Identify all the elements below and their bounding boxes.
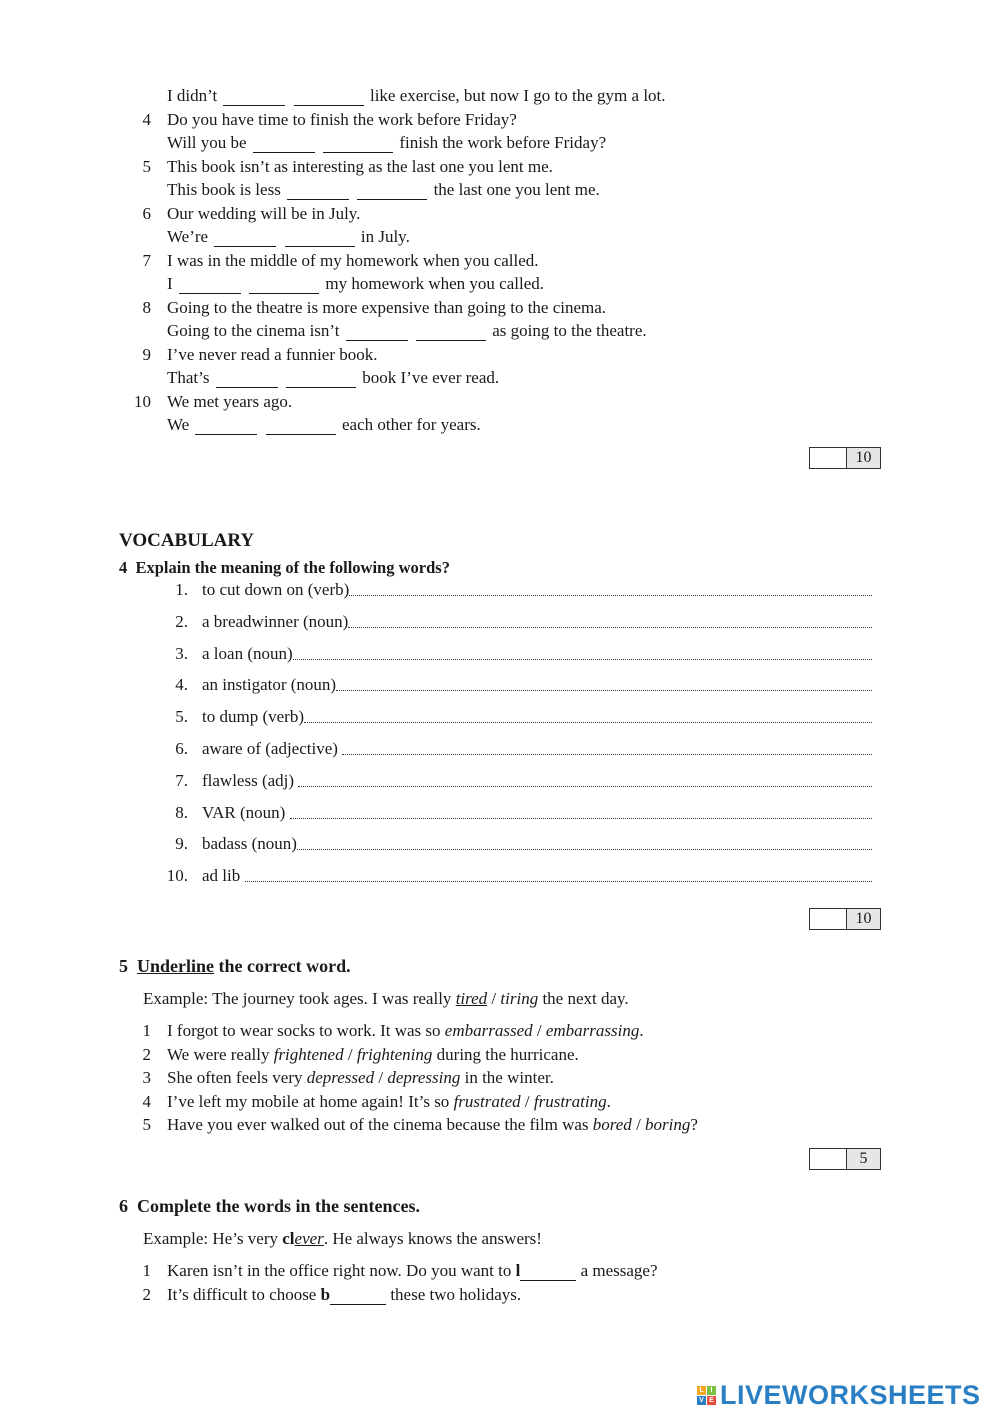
rewrite-sentence bbox=[167, 321, 647, 341]
example-option: tiring bbox=[500, 989, 539, 1008]
item-number: 5. bbox=[175, 707, 188, 727]
rewrite-sentence bbox=[167, 227, 410, 247]
option-separator: / bbox=[343, 1044, 357, 1064]
vocab-item bbox=[202, 803, 872, 823]
sentence-end: my homework when you called. bbox=[325, 274, 545, 293]
vocab-item bbox=[202, 866, 872, 886]
answer-blank[interactable] bbox=[214, 231, 276, 247]
option-separator: / bbox=[374, 1068, 388, 1088]
item-number: 3. bbox=[175, 643, 188, 663]
word-completion-input[interactable] bbox=[520, 1265, 576, 1281]
word-option[interactable]: embarrassing bbox=[545, 1021, 640, 1040]
example-text: Example: He’s very bbox=[143, 1229, 283, 1248]
item-number: 3 bbox=[142, 1068, 151, 1088]
definition-input[interactable] bbox=[348, 612, 872, 628]
definition-input[interactable] bbox=[304, 707, 872, 723]
definition-input[interactable] bbox=[298, 771, 872, 787]
rewrite-sentence bbox=[167, 180, 600, 200]
original-sentence: We met years ago. bbox=[167, 391, 293, 411]
logo-letter-tile: L bbox=[697, 1386, 706, 1395]
answer-blank[interactable] bbox=[249, 278, 319, 294]
exercise-instruction: the correct word. bbox=[214, 956, 351, 976]
original-sentence: Going to the theatre is more expensive than going to the cinema. bbox=[167, 297, 607, 317]
item-number: 7 bbox=[142, 250, 151, 270]
word-option[interactable]: embarrassed bbox=[444, 1021, 533, 1040]
definition-input[interactable] bbox=[290, 803, 872, 819]
item-number: 6. bbox=[175, 739, 188, 758]
word-option[interactable]: frustrated bbox=[453, 1091, 521, 1111]
item-number: 2. bbox=[175, 611, 188, 631]
vocab-item bbox=[202, 675, 872, 695]
vocab-term: a loan (noun) bbox=[202, 643, 293, 663]
sentence-end: the last one you lent me. bbox=[433, 180, 600, 199]
vocab-term: VAR (noun) bbox=[202, 802, 290, 822]
vocab-term: aware of (adjective) bbox=[202, 739, 343, 758]
item-number: 2 bbox=[142, 1044, 151, 1064]
word-option[interactable]: frightened bbox=[273, 1044, 344, 1064]
sentence-text: these two holidays. bbox=[386, 1284, 522, 1304]
sentence-start: I didn’t bbox=[167, 86, 218, 105]
score-box-exercise-3 bbox=[809, 447, 881, 469]
sentence-end: each other for years. bbox=[341, 415, 481, 434]
original-sentence: This book isn’t as interesting as the last one you lent me. bbox=[167, 156, 553, 176]
section-title-vocabulary: VOCABULARY bbox=[119, 530, 255, 551]
sentence-text: in the winter. bbox=[460, 1068, 554, 1088]
item-number: 2 bbox=[142, 1284, 151, 1304]
score-total: 5 bbox=[847, 1149, 880, 1169]
sentence-start: We bbox=[167, 415, 190, 434]
vocab-term: an instigator (noun) bbox=[202, 675, 337, 695]
vocab-item bbox=[202, 644, 872, 664]
exercise-4-heading bbox=[119, 558, 450, 578]
word-completion-input[interactable] bbox=[330, 1289, 386, 1305]
completion-sentence bbox=[167, 1261, 658, 1281]
example-sentence bbox=[143, 1229, 542, 1249]
item-number: 8. bbox=[175, 802, 188, 822]
word-option[interactable]: boring bbox=[645, 1115, 691, 1135]
vocab-item bbox=[202, 739, 872, 759]
score-total: 10 bbox=[847, 909, 880, 929]
original-sentence: Do you have time to finish the work before Friday? bbox=[167, 109, 517, 129]
example-sentence bbox=[143, 989, 629, 1009]
exercise-number: 4 bbox=[119, 558, 128, 577]
example-text: Example: The journey took ages. I was really bbox=[143, 989, 456, 1008]
sentence-text: a message? bbox=[576, 1261, 658, 1280]
logo-letter-tile: I bbox=[707, 1386, 716, 1395]
logo-text: LIVEWORKSHEETS bbox=[720, 1380, 981, 1410]
score-box-exercise-5 bbox=[809, 1148, 881, 1170]
item-number: 4. bbox=[175, 675, 188, 695]
sentence-end: finish the work before Friday? bbox=[399, 133, 607, 152]
option-separator: / bbox=[631, 1115, 646, 1135]
original-sentence: I’ve never read a funnier book. bbox=[167, 344, 378, 364]
example-text: the next day. bbox=[538, 989, 629, 1008]
exercise-instruction: Complete the words in the sentences. bbox=[137, 1196, 420, 1216]
instruction-underlined-word: Underline bbox=[137, 956, 215, 976]
exercise-6-heading bbox=[119, 1196, 420, 1217]
score-input-cell[interactable] bbox=[810, 1149, 847, 1169]
sentence-text: I’ve left my mobile at home again! It’s so bbox=[167, 1091, 454, 1111]
example-text: . He always knows the answers! bbox=[323, 1229, 542, 1248]
exercise-instruction: Explain the meaning of the following words? bbox=[135, 558, 450, 577]
item-number: 6 bbox=[142, 203, 151, 223]
completion-sentence bbox=[167, 1285, 521, 1305]
sentence-start: I bbox=[167, 274, 173, 293]
item-number: 7. bbox=[175, 770, 188, 790]
vocab-term: badass (noun) bbox=[202, 834, 297, 854]
sentence-start: We’re bbox=[167, 227, 209, 246]
sentence-text: She often feels very bbox=[167, 1068, 307, 1088]
item-number: 1 bbox=[142, 1021, 151, 1040]
choice-sentence bbox=[167, 1092, 611, 1112]
sentence-end: in July. bbox=[360, 227, 410, 246]
sentence-text: We were really bbox=[167, 1044, 274, 1064]
answer-blank[interactable] bbox=[223, 90, 285, 106]
given-letter: l bbox=[515, 1261, 521, 1280]
sentence-text: It’s difficult to choose bbox=[167, 1284, 321, 1304]
answer-blank[interactable] bbox=[294, 90, 364, 106]
answer-blank[interactable] bbox=[285, 231, 355, 247]
vocab-term: a breadwinner (noun) bbox=[202, 611, 349, 631]
sentence-start: Will you be bbox=[167, 133, 247, 152]
definition-input[interactable] bbox=[297, 834, 872, 850]
vocab-term: ad lib bbox=[202, 866, 245, 886]
sentence-end: book I’ve ever read. bbox=[362, 368, 500, 387]
item-number: 1. bbox=[175, 580, 188, 599]
answer-blank[interactable] bbox=[266, 419, 336, 435]
logo-letter-tile: V bbox=[697, 1396, 706, 1405]
original-sentence: Our wedding will be in July. bbox=[167, 203, 361, 223]
item-number: 10 bbox=[134, 391, 151, 411]
score-box-vocabulary bbox=[809, 908, 881, 930]
sentence-start: This book is less bbox=[167, 180, 281, 199]
choice-sentence bbox=[167, 1045, 579, 1065]
score-input-cell[interactable] bbox=[810, 448, 847, 468]
item-number: 10. bbox=[166, 866, 188, 886]
item-number: 5 bbox=[142, 1115, 151, 1135]
vocab-item bbox=[202, 580, 872, 600]
sentence-text: ? bbox=[690, 1115, 698, 1135]
rewrite-sentence bbox=[167, 274, 544, 294]
answer-blank[interactable] bbox=[195, 419, 257, 435]
item-number: 9. bbox=[175, 834, 188, 854]
answer-blank[interactable] bbox=[287, 184, 349, 200]
answer-blank[interactable] bbox=[357, 184, 427, 200]
definition-input[interactable] bbox=[336, 675, 872, 691]
sentence-text: I forgot to wear socks to work. It was so bbox=[167, 1021, 445, 1040]
word-option[interactable]: frightening bbox=[356, 1044, 433, 1064]
sentence-end: like exercise, but now I go to the gym a lot. bbox=[369, 86, 666, 105]
vocab-term: flawless (adj) bbox=[202, 770, 299, 790]
exercise-number: 6 bbox=[119, 1196, 128, 1216]
word-option[interactable]: bored bbox=[592, 1115, 632, 1135]
answer-blank[interactable] bbox=[179, 278, 241, 294]
answer-blank[interactable] bbox=[253, 137, 315, 153]
option-separator: / bbox=[520, 1091, 534, 1111]
definition-input[interactable] bbox=[245, 866, 873, 882]
score-total: 10 bbox=[847, 448, 880, 468]
definition-input[interactable] bbox=[293, 644, 872, 660]
answer-blank[interactable] bbox=[346, 325, 408, 341]
word-option[interactable]: depressing bbox=[387, 1068, 461, 1088]
given-letter: b bbox=[320, 1284, 331, 1304]
sentence-text: Have you ever walked out of the cinema because the film was bbox=[167, 1115, 593, 1135]
sentence-start: Going to the cinema isn’t bbox=[167, 321, 340, 340]
definition-input[interactable] bbox=[342, 739, 872, 755]
rewrite-sentence bbox=[167, 415, 481, 435]
example-answer: ever bbox=[294, 1229, 324, 1248]
example-given-letters: cl bbox=[282, 1229, 295, 1248]
logo-letter-tile: E bbox=[707, 1396, 716, 1405]
vocab-item bbox=[202, 834, 872, 854]
rewrite-sentence bbox=[167, 368, 499, 388]
logo-grid-icon bbox=[697, 1386, 716, 1405]
exercise-number: 5 bbox=[119, 956, 128, 976]
sentence-end: as going to the theatre. bbox=[492, 321, 647, 340]
item-number: 4 bbox=[142, 1091, 151, 1111]
liveworksheets-logo[interactable] bbox=[697, 1380, 981, 1411]
vocab-term: to dump (verb) bbox=[202, 707, 304, 727]
item-number: 1 bbox=[142, 1261, 151, 1280]
vocab-item bbox=[202, 707, 872, 727]
answer-blank[interactable] bbox=[216, 372, 278, 388]
vocab-term: to cut down on (verb) bbox=[202, 580, 350, 599]
word-option[interactable]: frustrating bbox=[533, 1091, 607, 1111]
example-answer: tired bbox=[455, 989, 488, 1008]
item-number: 9 bbox=[142, 344, 151, 364]
original-sentence: I was in the middle of my homework when you called. bbox=[167, 250, 539, 270]
sentence-start: That’s bbox=[167, 368, 210, 387]
rewrite-sentence bbox=[167, 133, 606, 153]
sentence-text: Karen isn’t in the office right now. Do you want to bbox=[167, 1261, 516, 1280]
answer-blank[interactable] bbox=[323, 137, 393, 153]
sentence-text: . bbox=[606, 1091, 611, 1111]
sentence-text: during the hurricane. bbox=[432, 1044, 579, 1064]
exercise-5-heading bbox=[119, 956, 351, 977]
item-number: 5 bbox=[142, 156, 151, 176]
item-number: 8 bbox=[142, 297, 151, 317]
definition-input[interactable] bbox=[349, 580, 872, 596]
option-separator: / bbox=[487, 989, 501, 1008]
item-number: 4 bbox=[142, 109, 151, 129]
choice-sentence bbox=[167, 1068, 554, 1088]
option-separator: / bbox=[532, 1021, 546, 1040]
sentence-text: . bbox=[639, 1021, 644, 1040]
choice-sentence bbox=[167, 1115, 698, 1135]
vocab-item bbox=[202, 612, 872, 632]
score-input-cell[interactable] bbox=[810, 909, 847, 929]
answer-blank[interactable] bbox=[286, 372, 356, 388]
answer-blank[interactable] bbox=[416, 325, 486, 341]
choice-sentence bbox=[167, 1021, 644, 1041]
word-option[interactable]: depressed bbox=[306, 1068, 375, 1088]
rewrite-sentence bbox=[167, 86, 666, 106]
vocab-item bbox=[202, 771, 872, 791]
